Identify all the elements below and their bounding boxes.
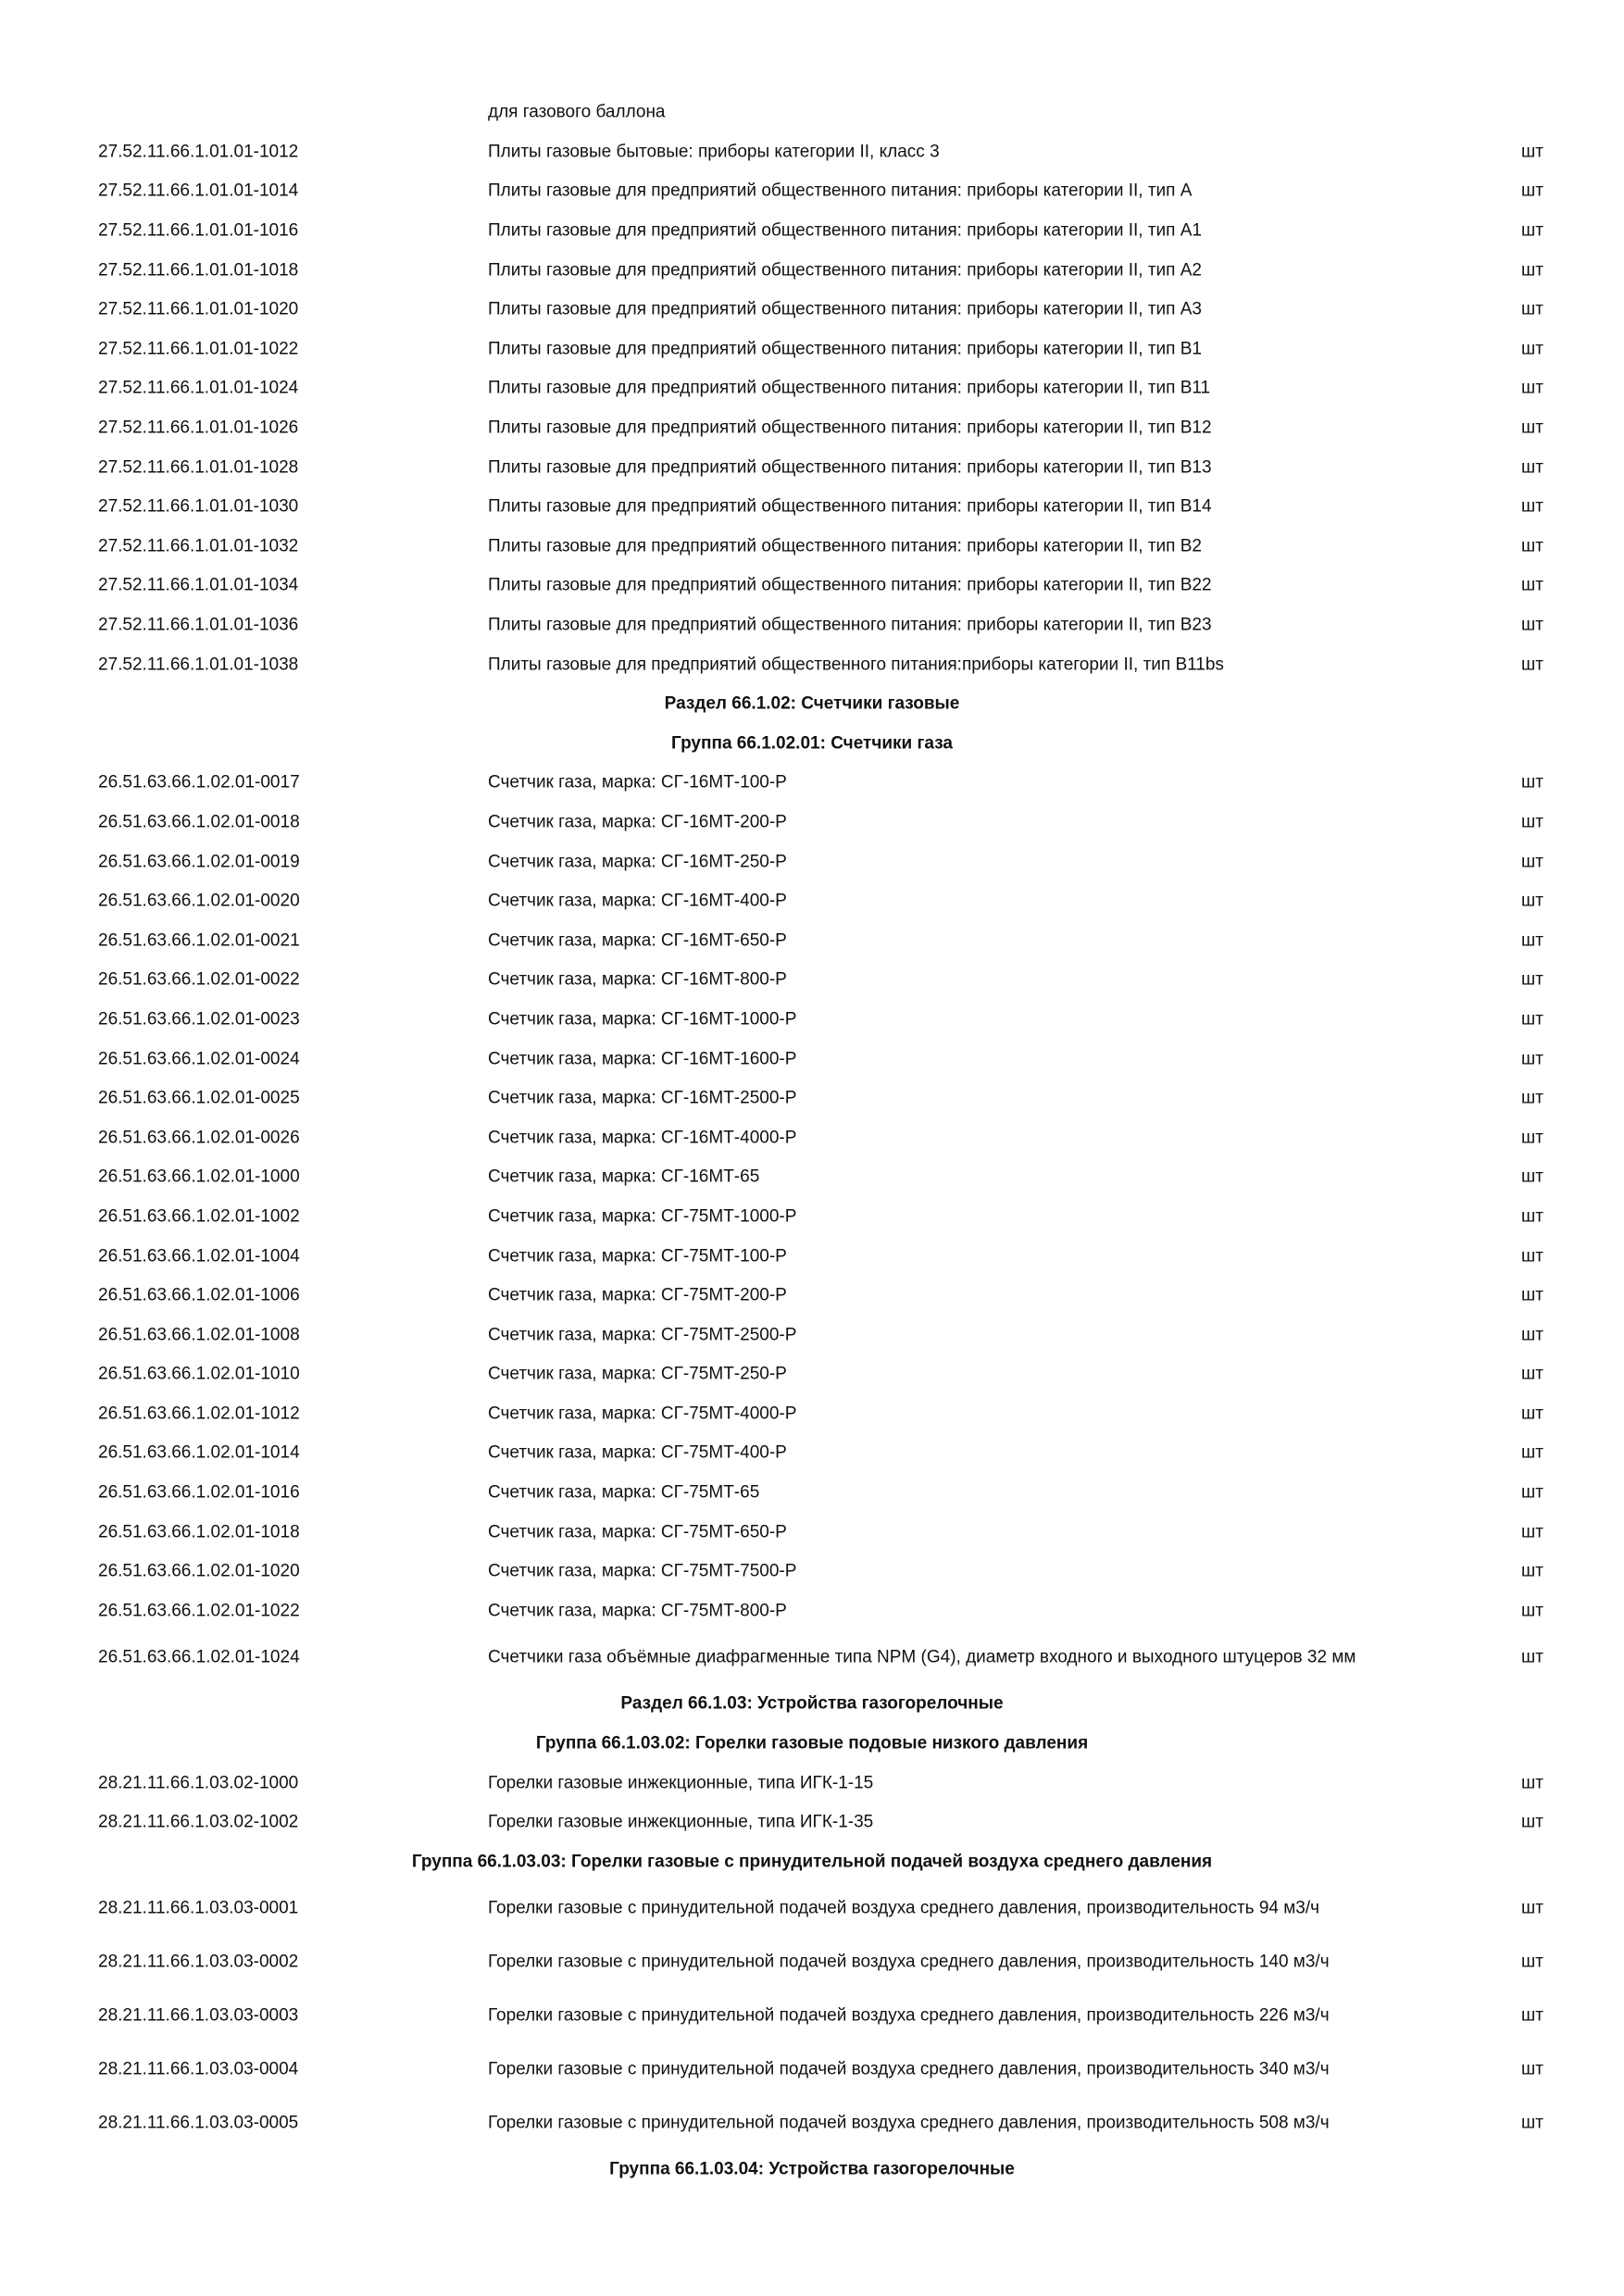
unit-of-measure: шт (1521, 1167, 1543, 1187)
resource-name: Счетчик газа, марка: СГ-75МТ-4000-Р (488, 1404, 797, 1424)
table-row (0, 960, 1624, 1000)
resource-name: для газового баллона (488, 102, 666, 122)
resource-code: 26.51.63.66.1.02.01-0024 (98, 1049, 300, 1069)
unit-of-measure: шт (1521, 142, 1543, 162)
resource-code: 28.21.11.66.1.03.03-0004 (98, 2059, 299, 2079)
resource-code: 27.52.11.66.1.01.01-1018 (98, 260, 299, 281)
resource-code: 28.21.11.66.1.03.03-0003 (98, 2005, 299, 2026)
resource-code: 26.51.63.66.1.02.01-1022 (98, 1601, 300, 1621)
resource-code: 27.52.11.66.1.01.01-1016 (98, 220, 299, 241)
resource-name: Горелки газовые с принудительной подачей воздуха среднего давления, производительность 140 м3/ч (488, 1952, 1330, 1972)
table-row (0, 93, 1624, 132)
unit-of-measure: шт (1521, 378, 1543, 398)
resource-name: Счетчик газа, марка: СГ-16МТ-1600-Р (488, 1049, 797, 1069)
resource-code: 26.51.63.66.1.02.01-1002 (98, 1206, 300, 1227)
resource-code: 27.52.11.66.1.01.01-1024 (98, 378, 299, 398)
unit-of-measure: шт (1521, 418, 1543, 438)
resource-code: 26.51.63.66.1.02.01-1018 (98, 1522, 300, 1542)
table-row (0, 1039, 1624, 1079)
table-row (0, 211, 1624, 251)
table-row (0, 1763, 1624, 1803)
resource-name: Счетчик газа, марка: СГ-75МТ-2500-Р (488, 1325, 797, 1345)
resource-code: 26.51.63.66.1.02.01-1000 (98, 1167, 300, 1187)
resource-code: 26.51.63.66.1.02.01-1008 (98, 1325, 300, 1345)
resource-code: 27.52.11.66.1.01.01-1012 (98, 142, 299, 162)
resource-code: 26.51.63.66.1.02.01-1014 (98, 1442, 300, 1463)
resource-name: Плиты газовые для предприятий общественного питания: приборы категории II, тип B13 (488, 457, 1212, 478)
table-row (0, 2042, 1624, 2096)
resource-code: 26.51.63.66.1.02.01-1004 (98, 1246, 300, 1267)
unit-of-measure: шт (1521, 969, 1543, 990)
section-heading (0, 684, 1624, 724)
section-heading (0, 2150, 1624, 2190)
price-list-document (0, 93, 1624, 2190)
unit-of-measure: шт (1521, 615, 1543, 635)
resource-code: 26.51.63.66.1.02.01-0020 (98, 891, 300, 911)
unit-of-measure: шт (1521, 496, 1543, 517)
table-row (0, 132, 1624, 172)
unit-of-measure: шт (1521, 2113, 1543, 2133)
unit-of-measure: шт (1521, 457, 1543, 478)
table-row (0, 408, 1624, 448)
unit-of-measure: шт (1521, 1482, 1543, 1503)
resource-name: Счетчик газа, марка: СГ-16МТ-4000-Р (488, 1128, 797, 1148)
unit-of-measure: шт (1521, 1812, 1543, 1832)
table-row (0, 881, 1624, 921)
table-row (0, 487, 1624, 527)
unit-of-measure: шт (1521, 1325, 1543, 1345)
section-heading (0, 1842, 1624, 1882)
table-row (0, 1394, 1624, 1434)
resource-code: 28.21.11.66.1.03.02-1000 (98, 1773, 299, 1793)
table-row (0, 368, 1624, 408)
unit-of-measure: шт (1521, 1404, 1543, 1424)
unit-of-measure: шт (1521, 181, 1543, 201)
table-row (0, 1630, 1624, 1684)
resource-name: Плиты газовые для предприятий общественного питания: приборы категории II, тип A1 (488, 220, 1202, 241)
unit-of-measure: шт (1521, 852, 1543, 872)
unit-of-measure: шт (1521, 1601, 1543, 1621)
resource-code: 27.52.11.66.1.01.01-1036 (98, 615, 299, 635)
resource-name: Счетчик газа, марка: СГ-75МТ-200-Р (488, 1285, 787, 1305)
unit-of-measure: шт (1521, 220, 1543, 241)
resource-name: Счетчик газа, марка: СГ-75МТ-800-Р (488, 1601, 787, 1621)
resource-name: Счетчик газа, марка: СГ-16МТ-250-Р (488, 852, 787, 872)
unit-of-measure: шт (1521, 1561, 1543, 1581)
resource-name: Счетчик газа, марка: СГ-75МТ-100-Р (488, 1246, 787, 1267)
table-row (0, 566, 1624, 605)
table-row (0, 1552, 1624, 1591)
table-row (0, 1117, 1624, 1157)
resource-code: 27.52.11.66.1.01.01-1032 (98, 536, 299, 556)
unit-of-measure: шт (1521, 536, 1543, 556)
table-row (0, 605, 1624, 645)
resource-name: Счетчик газа, марка: СГ-16МТ-650-Р (488, 930, 787, 951)
unit-of-measure: шт (1521, 2005, 1543, 2026)
resource-name: Счетчик газа, марка: СГ-16МТ-100-Р (488, 772, 787, 792)
resource-name: Счетчик газа, марка: СГ-16МТ-65 (488, 1167, 760, 1187)
table-row (0, 1197, 1624, 1237)
resource-name: Счетчик газа, марка: СГ-75МТ-650-Р (488, 1522, 787, 1542)
resource-name: Счетчик газа, марка: СГ-75МТ-1000-Р (488, 1206, 797, 1227)
table-row (0, 1803, 1624, 1842)
resource-code: 27.52.11.66.1.01.01-1022 (98, 339, 299, 359)
resource-name: Счетчик газа, марка: СГ-75МТ-400-Р (488, 1442, 787, 1463)
resource-code: 26.51.63.66.1.02.01-1020 (98, 1561, 300, 1581)
table-row (0, 1512, 1624, 1552)
table-row (0, 1276, 1624, 1316)
resource-code: 28.21.11.66.1.03.03-0005 (98, 2113, 299, 2133)
resource-code: 26.51.63.66.1.02.01-0019 (98, 852, 300, 872)
resource-name: Плиты газовые для предприятий общественного питания: приборы категории II, тип A (488, 181, 1193, 201)
resource-name: Плиты газовые для предприятий общественного питания:приборы категории II, тип B11bs (488, 655, 1224, 675)
resource-name: Плиты газовые для предприятий общественного питания: приборы категории II, тип B14 (488, 496, 1212, 517)
resource-name: Горелки газовые с принудительной подачей воздуха среднего давления, производительность 340 м3/ч (488, 2059, 1330, 2079)
unit-of-measure: шт (1521, 1522, 1543, 1542)
resource-name: Счетчик газа, марка: СГ-16МТ-200-Р (488, 812, 787, 832)
table-row (0, 763, 1624, 803)
heading-text: Раздел 66.1.02: Счетчики газовые (664, 693, 960, 714)
unit-of-measure: шт (1521, 1049, 1543, 1069)
unit-of-measure: шт (1521, 891, 1543, 911)
unit-of-measure: шт (1521, 1088, 1543, 1108)
resource-code: 26.51.63.66.1.02.01-0018 (98, 812, 300, 832)
resource-code: 26.51.63.66.1.02.01-1010 (98, 1364, 300, 1384)
unit-of-measure: шт (1521, 1206, 1543, 1227)
resource-code: 27.52.11.66.1.01.01-1030 (98, 496, 299, 517)
resource-code: 27.52.11.66.1.01.01-1034 (98, 575, 299, 595)
resource-code: 26.51.63.66.1.02.01-1006 (98, 1285, 300, 1305)
unit-of-measure: шт (1521, 1773, 1543, 1793)
resource-code: 28.21.11.66.1.03.03-0002 (98, 1952, 299, 1972)
unit-of-measure: шт (1521, 1128, 1543, 1148)
resource-name: Счетчик газа, марка: СГ-16МТ-400-Р (488, 891, 787, 911)
unit-of-measure: шт (1521, 812, 1543, 832)
table-row (0, 1473, 1624, 1513)
table-row (0, 527, 1624, 567)
table-row (0, 1433, 1624, 1473)
table-row (0, 1354, 1624, 1394)
resource-name: Плиты газовые для предприятий общественного питания: приборы категории II, тип B2 (488, 536, 1202, 556)
resource-code: 26.51.63.66.1.02.01-0023 (98, 1009, 300, 1029)
resource-name: Горелки газовые с принудительной подачей воздуха среднего давления, производительность 508 м3/ч (488, 2113, 1330, 2133)
resource-code: 28.21.11.66.1.03.03-0001 (98, 1898, 299, 1918)
section-heading (0, 1684, 1624, 1724)
unit-of-measure: шт (1521, 1442, 1543, 1463)
resource-name: Горелки газовые с принудительной подачей воздуха среднего давления, производительность 226 м3/ч (488, 2005, 1330, 2026)
section-heading (0, 1724, 1624, 1764)
heading-text: Группа 66.1.03.02: Горелки газовые подовые низкого давления (535, 1733, 1089, 1753)
table-row (0, 1000, 1624, 1040)
resource-name: Счетчик газа, марка: СГ-75МТ-65 (488, 1482, 760, 1503)
table-row (0, 1315, 1624, 1354)
table-row (0, 250, 1624, 290)
unit-of-measure: шт (1521, 772, 1543, 792)
table-row (0, 1236, 1624, 1276)
resource-name: Плиты газовые для предприятий общественного питания: приборы категории II, тип A3 (488, 299, 1202, 319)
heading-text: Группа 66.1.03.04: Устройства газогорелочные (609, 2159, 1015, 2179)
resource-code: 26.51.63.66.1.02.01-1024 (98, 1647, 300, 1667)
table-row (0, 1157, 1624, 1197)
resource-name: Плиты газовые для предприятий общественного питания: приборы категории II, тип B1 (488, 339, 1202, 359)
resource-code: 26.51.63.66.1.02.01-0021 (98, 930, 300, 951)
table-row (0, 1079, 1624, 1118)
resource-code: 27.52.11.66.1.01.01-1028 (98, 457, 299, 478)
table-row (0, 1935, 1624, 1989)
unit-of-measure: шт (1521, 1364, 1543, 1384)
unit-of-measure: шт (1521, 1898, 1543, 1918)
resource-name: Плиты газовые бытовые: приборы категории II, класс 3 (488, 142, 940, 162)
table-row (0, 447, 1624, 487)
resource-code: 28.21.11.66.1.03.02-1002 (98, 1812, 299, 1832)
resource-code: 27.52.11.66.1.01.01-1014 (98, 181, 299, 201)
resource-code: 27.52.11.66.1.01.01-1038 (98, 655, 299, 675)
resource-code: 26.51.63.66.1.02.01-0022 (98, 969, 300, 990)
table-row (0, 803, 1624, 842)
resource-code: 26.51.63.66.1.02.01-1016 (98, 1482, 300, 1503)
resource-name: Плиты газовые для предприятий общественного питания: приборы категории II, тип A2 (488, 260, 1202, 281)
table-row (0, 1881, 1624, 1935)
unit-of-measure: шт (1521, 1246, 1543, 1267)
unit-of-measure: шт (1521, 299, 1543, 319)
unit-of-measure: шт (1521, 2059, 1543, 2079)
table-row (0, 644, 1624, 684)
unit-of-measure: шт (1521, 1952, 1543, 1972)
table-row (0, 1989, 1624, 2042)
resource-name: Счетчик газа, марка: СГ-75МТ-250-Р (488, 1364, 787, 1384)
resource-code: 26.51.63.66.1.02.01-1012 (98, 1404, 300, 1424)
resource-name: Счетчики газа объёмные диафрагменные типа NPM (G4), диаметр входного и выходного штуцеров 32 мм (488, 1647, 1356, 1667)
resource-name: Счетчик газа, марка: СГ-75МТ-7500-Р (488, 1561, 797, 1581)
resource-code: 26.51.63.66.1.02.01-0017 (98, 772, 300, 792)
resource-name: Плиты газовые для предприятий общественного питания: приборы категории II, тип B12 (488, 418, 1212, 438)
unit-of-measure: шт (1521, 260, 1543, 281)
unit-of-measure: шт (1521, 930, 1543, 951)
heading-text: Группа 66.1.03.03: Горелки газовые с принудительной подачей воздуха среднего давления (411, 1852, 1213, 1872)
heading-text: Группа 66.1.02.01: Счетчики газа (671, 733, 953, 754)
table-row (0, 171, 1624, 211)
resource-name: Счетчик газа, марка: СГ-16МТ-800-Р (488, 969, 787, 990)
unit-of-measure: шт (1521, 339, 1543, 359)
heading-text: Раздел 66.1.03: Устройства газогорелочные (620, 1693, 1004, 1714)
table-row (0, 1591, 1624, 1631)
table-row (0, 920, 1624, 960)
unit-of-measure: шт (1521, 1647, 1543, 1667)
resource-name: Плиты газовые для предприятий общественного питания: приборы категории II, тип B22 (488, 575, 1212, 595)
resource-code: 27.52.11.66.1.01.01-1026 (98, 418, 299, 438)
resource-code: 27.52.11.66.1.01.01-1020 (98, 299, 299, 319)
unit-of-measure: шт (1521, 655, 1543, 675)
resource-code: 26.51.63.66.1.02.01-0025 (98, 1088, 300, 1108)
resource-name: Горелки газовые инжекционные, типа ИГК-1-35 (488, 1812, 874, 1832)
unit-of-measure: шт (1521, 1009, 1543, 1029)
resource-name: Плиты газовые для предприятий общественного питания: приборы категории II, тип B11 (488, 378, 1211, 398)
table-row (0, 290, 1624, 330)
resource-name: Горелки газовые с принудительной подачей воздуха среднего давления, производительность 94 м3/ч (488, 1898, 1320, 1918)
table-row (0, 2096, 1624, 2150)
table-row (0, 842, 1624, 881)
unit-of-measure: шт (1521, 1285, 1543, 1305)
section-heading (0, 724, 1624, 764)
table-row (0, 330, 1624, 369)
unit-of-measure: шт (1521, 575, 1543, 595)
resource-name: Горелки газовые инжекционные, типа ИГК-1-15 (488, 1773, 874, 1793)
resource-code: 26.51.63.66.1.02.01-0026 (98, 1128, 300, 1148)
resource-name: Счетчик газа, марка: СГ-16МТ-2500-Р (488, 1088, 797, 1108)
resource-name: Счетчик газа, марка: СГ-16МТ-1000-Р (488, 1009, 797, 1029)
resource-name: Плиты газовые для предприятий общественного питания: приборы категории II, тип B23 (488, 615, 1212, 635)
